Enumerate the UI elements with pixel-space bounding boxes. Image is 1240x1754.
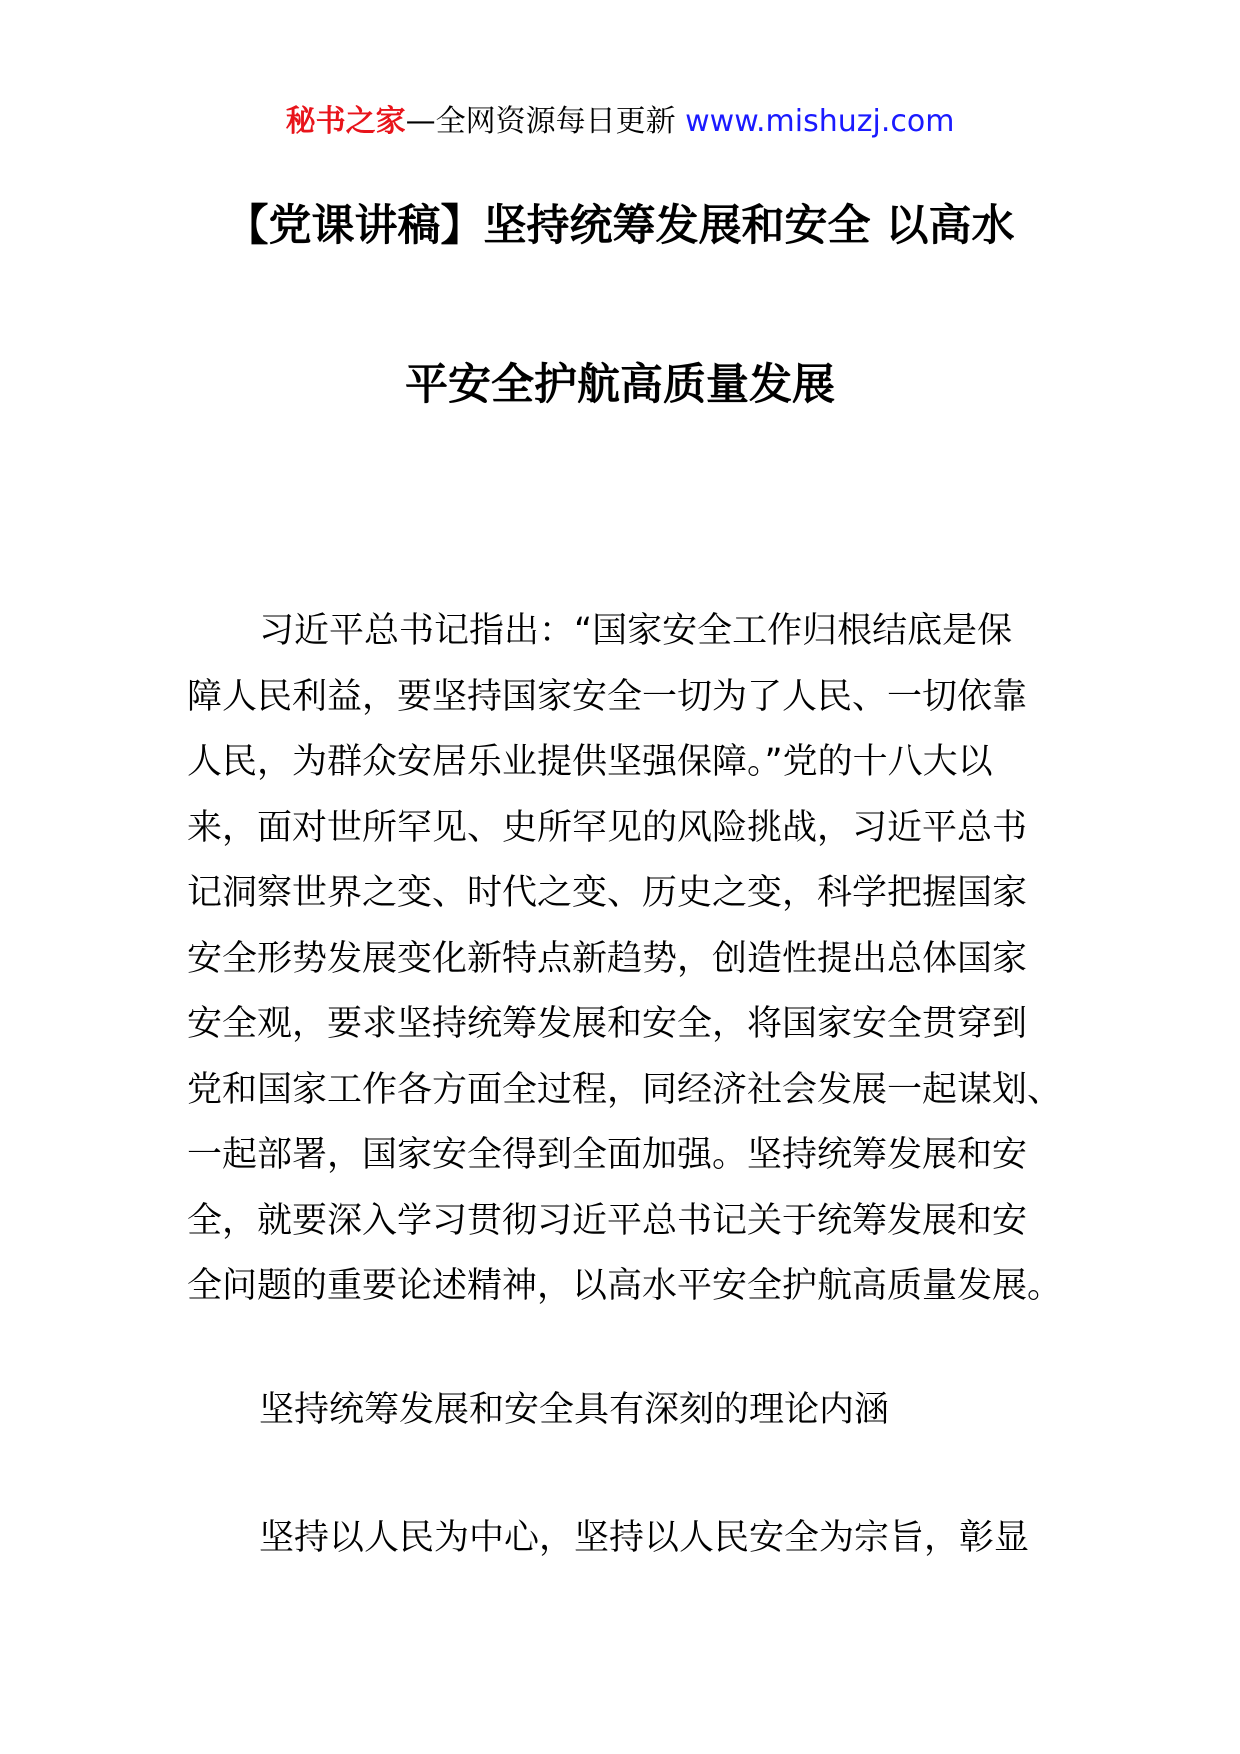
- paragraph-1-line: 习近平总书记指出：“国家安全工作归根结底是保: [259, 611, 1013, 651]
- paragraph-1-line: 全问题的重要论述精神，以高水平安全护航高质量发展。: [187, 1266, 1063, 1306]
- paragraph-1-line: 安全观，要求坚持统筹发展和安全，将国家安全贯穿到: [187, 1004, 1028, 1044]
- site-tagline: —全网资源每日更新: [405, 104, 686, 139]
- paragraph-1-line: 障人民利益，要坚持国家安全一切为了人民、一切依靠: [187, 676, 1028, 717]
- site-url-link[interactable]: www.mishuzj.com: [685, 104, 955, 139]
- paragraph-1-line: 全，就要深入学习贯彻习近平总书记关于统筹发展和安: [187, 1200, 1028, 1241]
- site-brand: 秘书之家: [285, 104, 406, 139]
- paragraph-1-line: 记洞察世界之变、时代之变、历史之变，科学把握国家: [187, 873, 1028, 913]
- paragraph-2: 坚持以人民为中心，坚持以人民安全为宗旨，彰显: [259, 1518, 1030, 1558]
- section-subheading: 坚持统筹发展和安全具有深刻的理论内涵: [259, 1390, 890, 1430]
- paragraph-1-line: 安全形势发展变化新特点新趋势，创造性提出总体国家: [187, 938, 1028, 979]
- document-title-line-1: 【党课讲稿】坚持统筹发展和安全 以高水: [225, 201, 1015, 251]
- paragraph-1-line: 来，面对世所罕见、史所罕见的风险挑战，习近平总书: [187, 807, 1028, 848]
- paragraph-1-line: 党和国家工作各方面全过程，同经济社会发展一起谋划、: [187, 1069, 1063, 1110]
- paragraph-1-line: 一起部署，国家安全得到全面加强。坚持统筹发展和安: [187, 1135, 1028, 1175]
- paragraph-1: [187, 599, 1067, 1320]
- site-header: [0, 100, 1240, 144]
- document-title-line-2: 平安全护航高质量发展: [405, 360, 835, 410]
- paragraph-1-line: 人民，为群众安居乐业提供坚强保障。”党的十八大以: [187, 742, 993, 782]
